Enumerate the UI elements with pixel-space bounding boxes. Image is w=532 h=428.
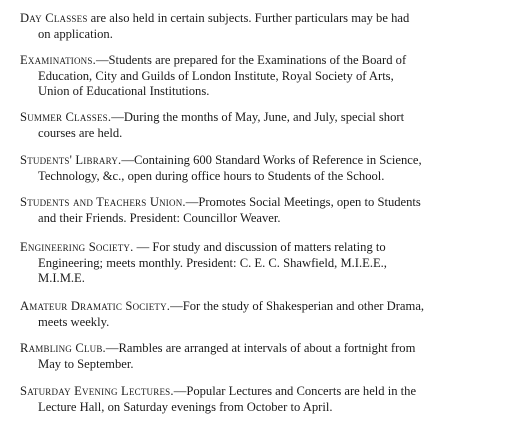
entry-day-classes bbox=[20, 11, 516, 42]
entry-heading: Day Classes bbox=[20, 11, 88, 25]
entry-text: — For study and discussion of matters relating to bbox=[133, 240, 386, 254]
entry-students-library bbox=[20, 153, 516, 184]
entry-line: Education, City and Guilds of London Institute, Royal Society of Arts, bbox=[38, 68, 394, 83]
entry-heading: Students and Teachers Union. bbox=[20, 195, 186, 209]
entry-text: are also held in certain subjects. Further particulars may be had bbox=[87, 11, 410, 25]
entry-line bbox=[20, 53, 516, 69]
entry-line: courses are held. bbox=[38, 125, 123, 140]
entry-line: Union of Educational Institutions. bbox=[38, 84, 210, 98]
entry-line bbox=[20, 11, 516, 27]
entry-line: May to September. bbox=[38, 356, 134, 371]
entry-rambling-club bbox=[20, 341, 516, 372]
entry-line bbox=[20, 240, 516, 256]
entry-line bbox=[20, 110, 516, 126]
entry-saturday-evening-lectures bbox=[20, 384, 516, 415]
entry-heading: Examinations. bbox=[20, 53, 96, 67]
entry-text: —Popular Lectures and Concerts are held in the bbox=[173, 384, 417, 398]
entry-examinations bbox=[20, 53, 516, 100]
entry-line bbox=[20, 384, 516, 400]
entry-line: and their Friends. President: Councillor Weaver. bbox=[38, 210, 281, 225]
entry-text: —During the months of May, June, and July, special short bbox=[111, 110, 405, 124]
entry-line: meets weekly. bbox=[38, 314, 110, 329]
entry-line bbox=[20, 299, 516, 315]
entry-line: Engineering; meets monthly. President: C. E. C. Shawfield, M.I.E.E., bbox=[38, 255, 387, 270]
entry-heading: Engineering Society. bbox=[20, 240, 134, 254]
entry-heading: Students' Library. bbox=[20, 153, 122, 167]
entry-text: —Containing 600 Standard Works of Reference in Science, bbox=[121, 153, 422, 167]
entry-heading: Rambling Club. bbox=[20, 341, 106, 355]
entry-amateur-dramatic-society bbox=[20, 299, 516, 330]
entry-line: M.I.M.E. bbox=[38, 271, 85, 285]
entry-line: Lecture Hall, on Saturday evenings from October to April. bbox=[38, 399, 333, 414]
entry-heading: Summer Classes. bbox=[20, 110, 112, 124]
entry-line bbox=[20, 341, 516, 357]
entry-text: —For the study of Shakesperian and other Drama, bbox=[170, 299, 425, 313]
entry-line: on application. bbox=[38, 26, 113, 41]
entry-students-teachers-union bbox=[20, 195, 516, 226]
entry-line bbox=[20, 195, 516, 211]
entry-text: —Rambles are arranged at intervals of about a fortnight from bbox=[105, 341, 416, 355]
entry-line: Technology, &c., open during office hours to Students of the School. bbox=[38, 168, 385, 183]
entry-heading: Saturday Evening Lectures. bbox=[20, 384, 174, 398]
entry-text: —Students are prepared for the Examinations of the Board of bbox=[95, 53, 407, 67]
entry-summer-classes bbox=[20, 110, 516, 141]
entry-heading: Amateur Dramatic Society. bbox=[20, 299, 171, 313]
entry-line bbox=[20, 153, 516, 169]
entry-engineering-society bbox=[20, 240, 516, 287]
entry-text: —Promotes Social Meetings, open to Students bbox=[185, 195, 421, 209]
